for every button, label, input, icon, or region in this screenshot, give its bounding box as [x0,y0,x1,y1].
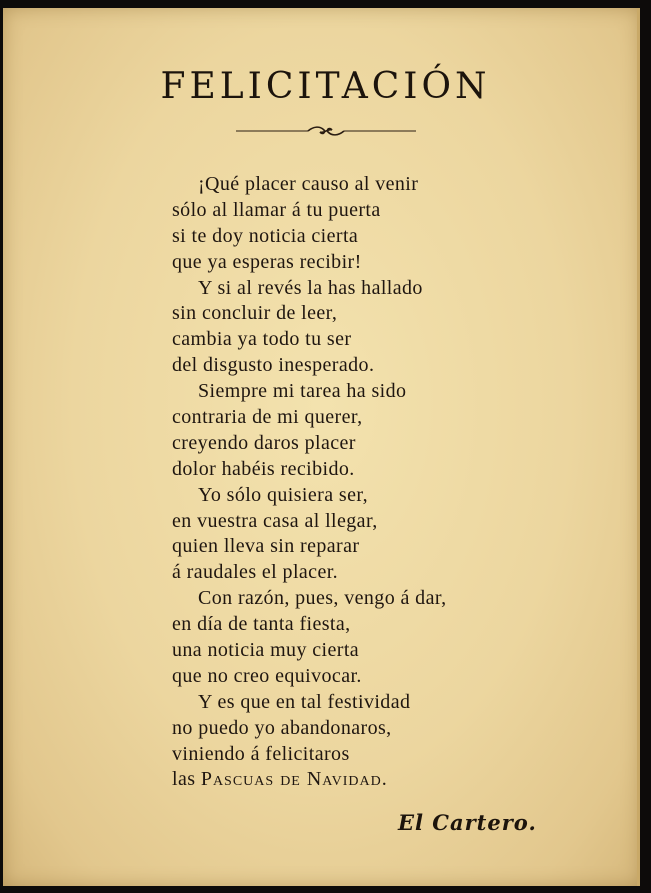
poem-line: que no creo equivocar. [172,664,362,687]
poem-line: sólo al llamar á tu puerta [172,198,381,221]
poem-line: quien lleva sin reparar [172,535,360,558]
poem-line: una noticia muy cierta [172,639,360,662]
poem-line: Yo sólo quisiera ser, [198,483,369,506]
poem-line: en día de tanta fiesta, [172,613,351,636]
poem-line: á raudales el placer. [172,561,339,584]
poem-line: contraria de mi querer, [172,406,363,429]
poem-line: Y es que en tal festividad [198,690,411,713]
poem-line: no puedo yo abandonaros, [172,716,392,739]
poem-line: Y si al revés la has hallado [198,276,423,299]
card-title: FELICITACIÓN [160,66,491,107]
poem-line: creyendo daros placer [172,431,356,454]
poem-line: cambia ya todo tu ser [172,328,352,351]
pascuas-de-navidad: Pascuas de Navidad [200,768,382,791]
poem-line-last [172,767,532,793]
poem-line: del disgusto inesperado. [172,354,375,377]
poem-line-prefix: las [172,768,201,791]
ornamental-divider [236,124,416,138]
poem-line: dolor habéis recibido. [172,457,355,480]
poem-line: en vuestra casa al llegar, [172,509,378,532]
poem-line: Con razón, pues, vengo á dar, [198,587,447,610]
poem-line: viniendo á felicitaros [172,742,350,765]
poem-line: si te doy noticia cierta [172,224,359,247]
poem-line: sin concluir de leer, [172,302,338,325]
poem-line: que ya esperas recibir! [172,250,362,273]
poem-body [172,172,532,793]
signature: El Cartero. [398,810,537,835]
poem-line-suffix: . [381,768,388,791]
poem-line: Siempre mi tarea ha sido [198,380,407,403]
poem-line: ¡Qué placer causo al venir [198,173,419,195]
